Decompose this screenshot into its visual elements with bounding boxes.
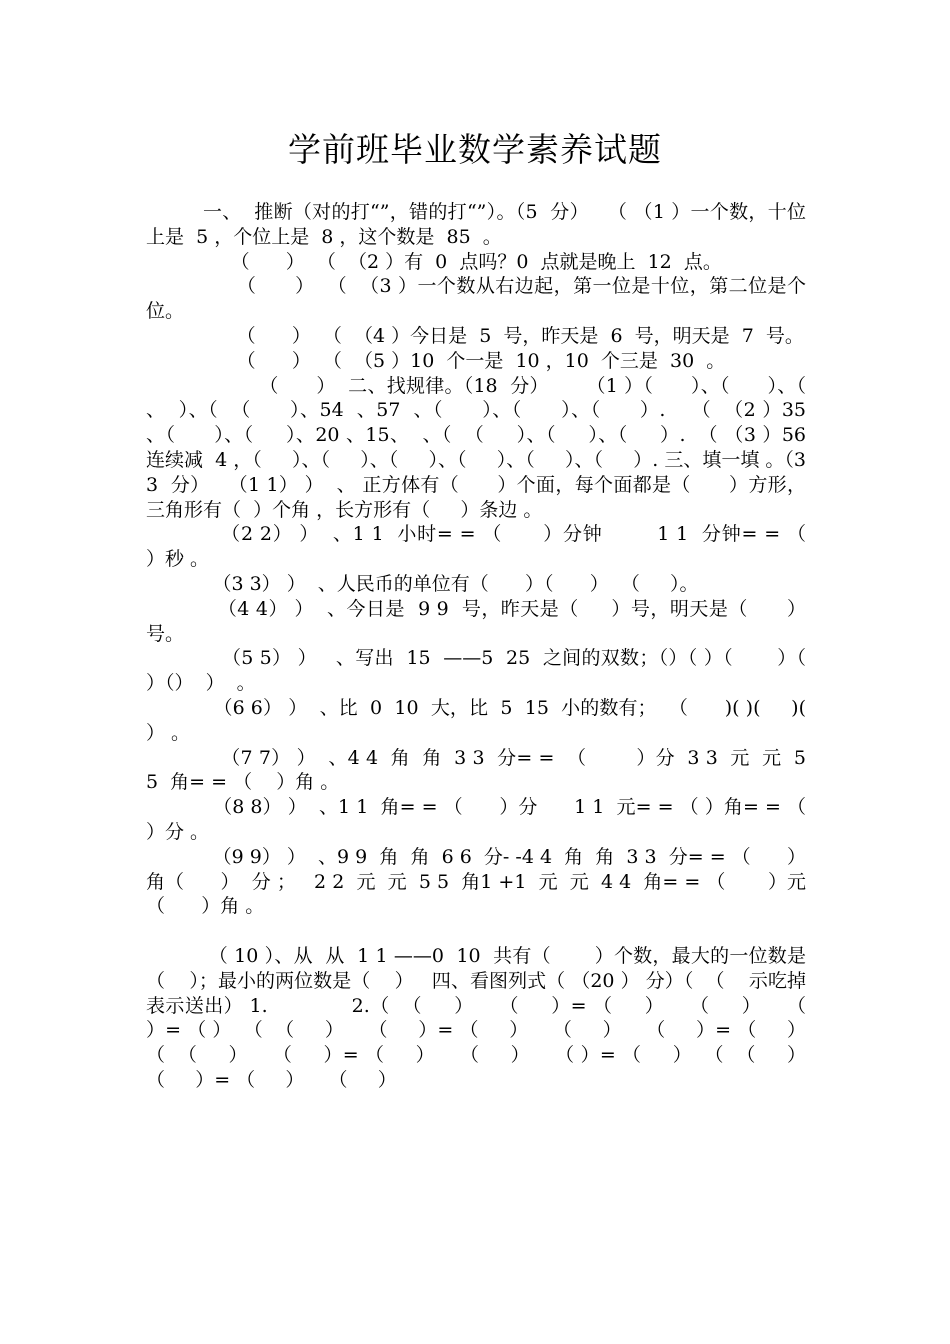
paragraph-fill-4: （4 4） ） 、今日是 9 9 号，昨天是（ ）号，明天是（ ）号。 <box>146 597 806 645</box>
document-body <box>146 200 849 1093</box>
paragraph-fill-7: （7 7） ） 、4 4 角 角 3 3 分= = （ ）分 3 3 元 元 5 5 角= = （ ）角 。 <box>146 746 813 794</box>
paragraph-fill-10-section-4: （ 10 ）、从 从 1 1 ——0 10 共有（ ）个数，最大的一位数是（ ）；最小的两位数是（ ） 四、看图列式（ （20 ） 分）（ （ 示吃掉 表示送出） 1. 2.（ （ ） （ ）= （ ） （ ） （ ）= （ ） （ （ ） （ ）= （ ） （ ） （ ）= （ ） （ （ ） （ ）= （ ） （ ） （ ）= （ ） （ （ ） （ ）= （ ） （ ） <box>146 944 843 1091</box>
paragraph-fill-6: （6 6） ） 、比 0 10 大，比 5 15 小的数有； （ )( )( )( ） 。 <box>146 696 831 744</box>
page-title: 学前班毕业数学素养试题 <box>288 130 662 169</box>
paragraph-fill-5: （5 5） ） 、写出 15 ——5 25 之间的双数；（）（ ）（ ）（ ）（） ） 。 <box>146 647 849 695</box>
paragraph-fill-8: （8 8） ） 、1 1 角= = （ ）分 1 1 元= = （ ）角= = （ ）分 。 <box>146 796 837 843</box>
paragraph-judge-5: （ ） （ （5 ）10 个一是 10 ，10 个三是 30 。 <box>146 349 726 372</box>
paragraph-fill-3: （3 3） ） 、人民币的单位有（ ）（ ） （ ）。 <box>146 572 699 595</box>
paragraph-judge-4: （ ） （ （4 ）今日是 5 号，昨天是 6 号，明天是 7 号。 <box>146 324 804 347</box>
paragraph-judge-2: （ ） （ （2 ）有 0 点吗？0 点就是晚上 12 点。 <box>146 250 722 273</box>
paragraph-judge-3: （ ） （ （3 ）一个数从右边起，第一位是十位，第二位是个位。 <box>146 275 806 323</box>
paragraph-fill-2: （2 2） ） 、1 1 小时= = （ ）分钟 1 1 分钟= = （ ）秒 。 <box>146 523 849 571</box>
paragraph-section-2-3: （ ） 二、找规律。（18 分） （1 ）（ ）、（ ）、（ 、 ）、（ （ ）、54 、57 、（ ）、（ ）、（ ）. （ （2 ）35 、（ ）、（ ）、20 、15、 、（ （ ）、（ ）、（ ）. （ （3 ）56 连续减 4 ，（ ）、（ ）、（ ）、（ ）、（ ）、（ ）. 三、填一填 。（33 分） （1 1） ） 、 正方体有（ ）个面，每个面都是（ ）方形，三角形有（ ）个角 ，长方形有（ ）条边 。 <box>146 374 843 521</box>
blank-line <box>146 919 806 944</box>
paragraph-section-1: 一、 推断（对的打“”，错的打“”）。（5 分） （ （1 ）一个数，十位上是 5 ，个位上是 8 ，这个数是 85 。 <box>146 201 807 248</box>
paragraph-fill-9: （9 9） ） 、9 9 角 角 6 6 分- -4 4 角 角 3 3 分= = （ ）角（ ） 分 ； 2 2 元 元 5 5 角1 +1 元 元 4 4 角= = （ ）元 （ ）角 。 <box>146 845 813 918</box>
